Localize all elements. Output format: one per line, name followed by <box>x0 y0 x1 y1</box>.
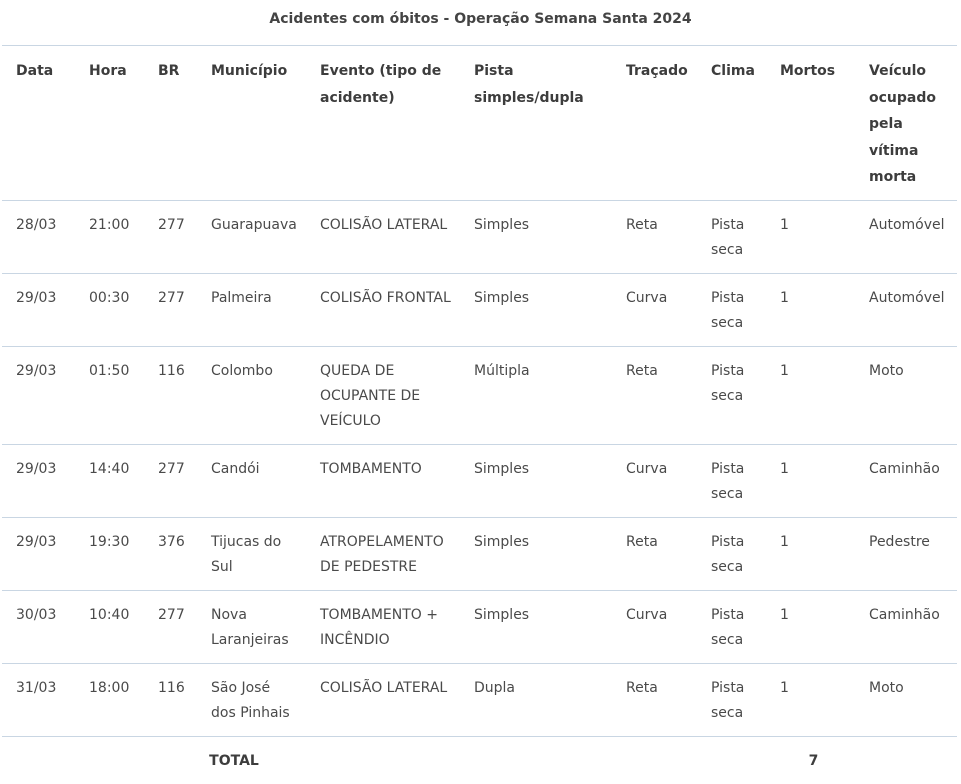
total-spacer-end <box>855 736 957 771</box>
cell-clima: Pista seca <box>711 289 745 331</box>
header-municipio: Município <box>211 63 288 79</box>
cell-data: 29/03 <box>16 362 57 379</box>
cell-tracado: Reta <box>626 362 658 379</box>
header-mortos: Mortos <box>780 63 836 79</box>
header-row <box>2 46 957 201</box>
table-row <box>2 517 957 590</box>
cell-evento: TOMBAMENTO + INCÊNDIO <box>320 606 438 648</box>
cell-evento: COLISÃO FRONTAL <box>320 289 451 306</box>
table-row <box>2 663 957 736</box>
cell-br: 277 <box>158 216 185 233</box>
cell-br: 376 <box>158 533 185 550</box>
table-row <box>2 200 957 273</box>
table-caption: Acidentes com óbitos - Operação Semana Santa 2024 <box>269 11 692 27</box>
cell-evento: TOMBAMENTO <box>320 460 422 477</box>
cell-hora: 21:00 <box>89 216 130 233</box>
cell-clima: Pista seca <box>711 533 745 575</box>
cell-tracado: Reta <box>626 679 658 696</box>
header-clima: Clima <box>711 63 755 79</box>
header-pista: Pista simples/dupla <box>474 63 584 106</box>
cell-evento: COLISÃO LATERAL <box>320 216 448 233</box>
cell-municipio: Tijucas do Sul <box>211 533 282 575</box>
cell-municipio: Colombo <box>211 362 273 379</box>
table-row <box>2 273 957 346</box>
cell-hora: 18:00 <box>89 679 130 696</box>
cell-data: 28/03 <box>16 216 57 233</box>
table-header <box>2 46 957 201</box>
table-footer <box>2 736 957 771</box>
cell-data: 29/03 <box>16 289 57 306</box>
header-veiculo: Veículo ocupado pela vítima morta <box>869 63 936 185</box>
header-hora: Hora <box>89 63 127 79</box>
cell-mortos: 1 <box>780 460 789 477</box>
cell-br: 277 <box>158 289 185 306</box>
header-br: BR <box>158 63 180 79</box>
cell-municipio: Candói <box>211 460 260 477</box>
header-tracado: Traçado <box>626 63 688 79</box>
table-row <box>2 590 957 663</box>
cell-hora: 10:40 <box>89 606 130 623</box>
cell-br: 277 <box>158 460 185 477</box>
cell-pista: Simples <box>474 460 530 477</box>
cell-veiculo: Automóvel <box>869 216 945 233</box>
cell-veiculo: Caminhão <box>869 460 940 477</box>
cell-mortos: 1 <box>780 606 789 623</box>
header-data: Data <box>16 63 54 79</box>
cell-tracado: Curva <box>626 606 668 623</box>
cell-data: 29/03 <box>16 460 57 477</box>
cell-mortos: 1 <box>780 216 789 233</box>
cell-data: 29/03 <box>16 533 57 550</box>
cell-clima: Pista seca <box>711 460 745 502</box>
cell-evento: ATROPELAMENTO DE PEDESTRE <box>320 533 444 575</box>
cell-municipio: Palmeira <box>211 289 272 306</box>
total-value: 7 <box>808 752 819 769</box>
cell-mortos: 1 <box>780 679 789 696</box>
cell-evento: COLISÃO LATERAL <box>320 679 448 696</box>
cell-tracado: Curva <box>626 289 668 306</box>
table-row <box>2 346 957 444</box>
cell-mortos: 1 <box>780 362 789 379</box>
cell-hora: 19:30 <box>89 533 130 550</box>
cell-hora: 01:50 <box>89 362 130 379</box>
total-row <box>2 736 957 771</box>
cell-mortos: 1 <box>780 533 789 550</box>
cell-hora: 00:30 <box>89 289 130 306</box>
cell-municipio: São José dos Pinhais <box>211 679 290 721</box>
cell-hora: 14:40 <box>89 460 130 477</box>
cell-tracado: Reta <box>626 533 658 550</box>
cell-pista: Dupla <box>474 679 516 696</box>
cell-municipio: Guarapuava <box>211 216 297 233</box>
cell-br: 116 <box>158 679 185 696</box>
cell-veiculo: Moto <box>869 362 904 379</box>
cell-clima: Pista seca <box>711 679 745 721</box>
cell-mortos: 1 <box>780 289 789 306</box>
cell-data: 30/03 <box>16 606 57 623</box>
cell-veiculo: Pedestre <box>869 533 930 550</box>
total-spacer <box>460 736 766 771</box>
cell-pista: Simples <box>474 606 530 623</box>
total-label: TOTAL <box>209 752 259 769</box>
table-body <box>2 200 957 736</box>
cell-municipio: Nova Laranjeiras <box>211 606 289 648</box>
cell-pista: Múltipla <box>474 362 530 379</box>
cell-veiculo: Moto <box>869 679 904 696</box>
cell-tracado: Reta <box>626 216 658 233</box>
cell-veiculo: Automóvel <box>869 289 945 306</box>
table-row <box>2 444 957 517</box>
cell-clima: Pista seca <box>711 606 745 648</box>
cell-evento: QUEDA DE OCUPANTE DE VEÍCULO <box>320 362 421 429</box>
cell-clima: Pista seca <box>711 362 745 404</box>
cell-br: 277 <box>158 606 185 623</box>
accidents-table <box>2 45 957 771</box>
cell-pista: Simples <box>474 216 530 233</box>
cell-tracado: Curva <box>626 460 668 477</box>
cell-veiculo: Caminhão <box>869 606 940 623</box>
cell-clima: Pista seca <box>711 216 745 258</box>
cell-pista: Simples <box>474 533 530 550</box>
cell-data: 31/03 <box>16 679 57 696</box>
cell-br: 116 <box>158 362 185 379</box>
header-evento: Evento (tipo de acidente) <box>320 63 442 106</box>
cell-pista: Simples <box>474 289 530 306</box>
